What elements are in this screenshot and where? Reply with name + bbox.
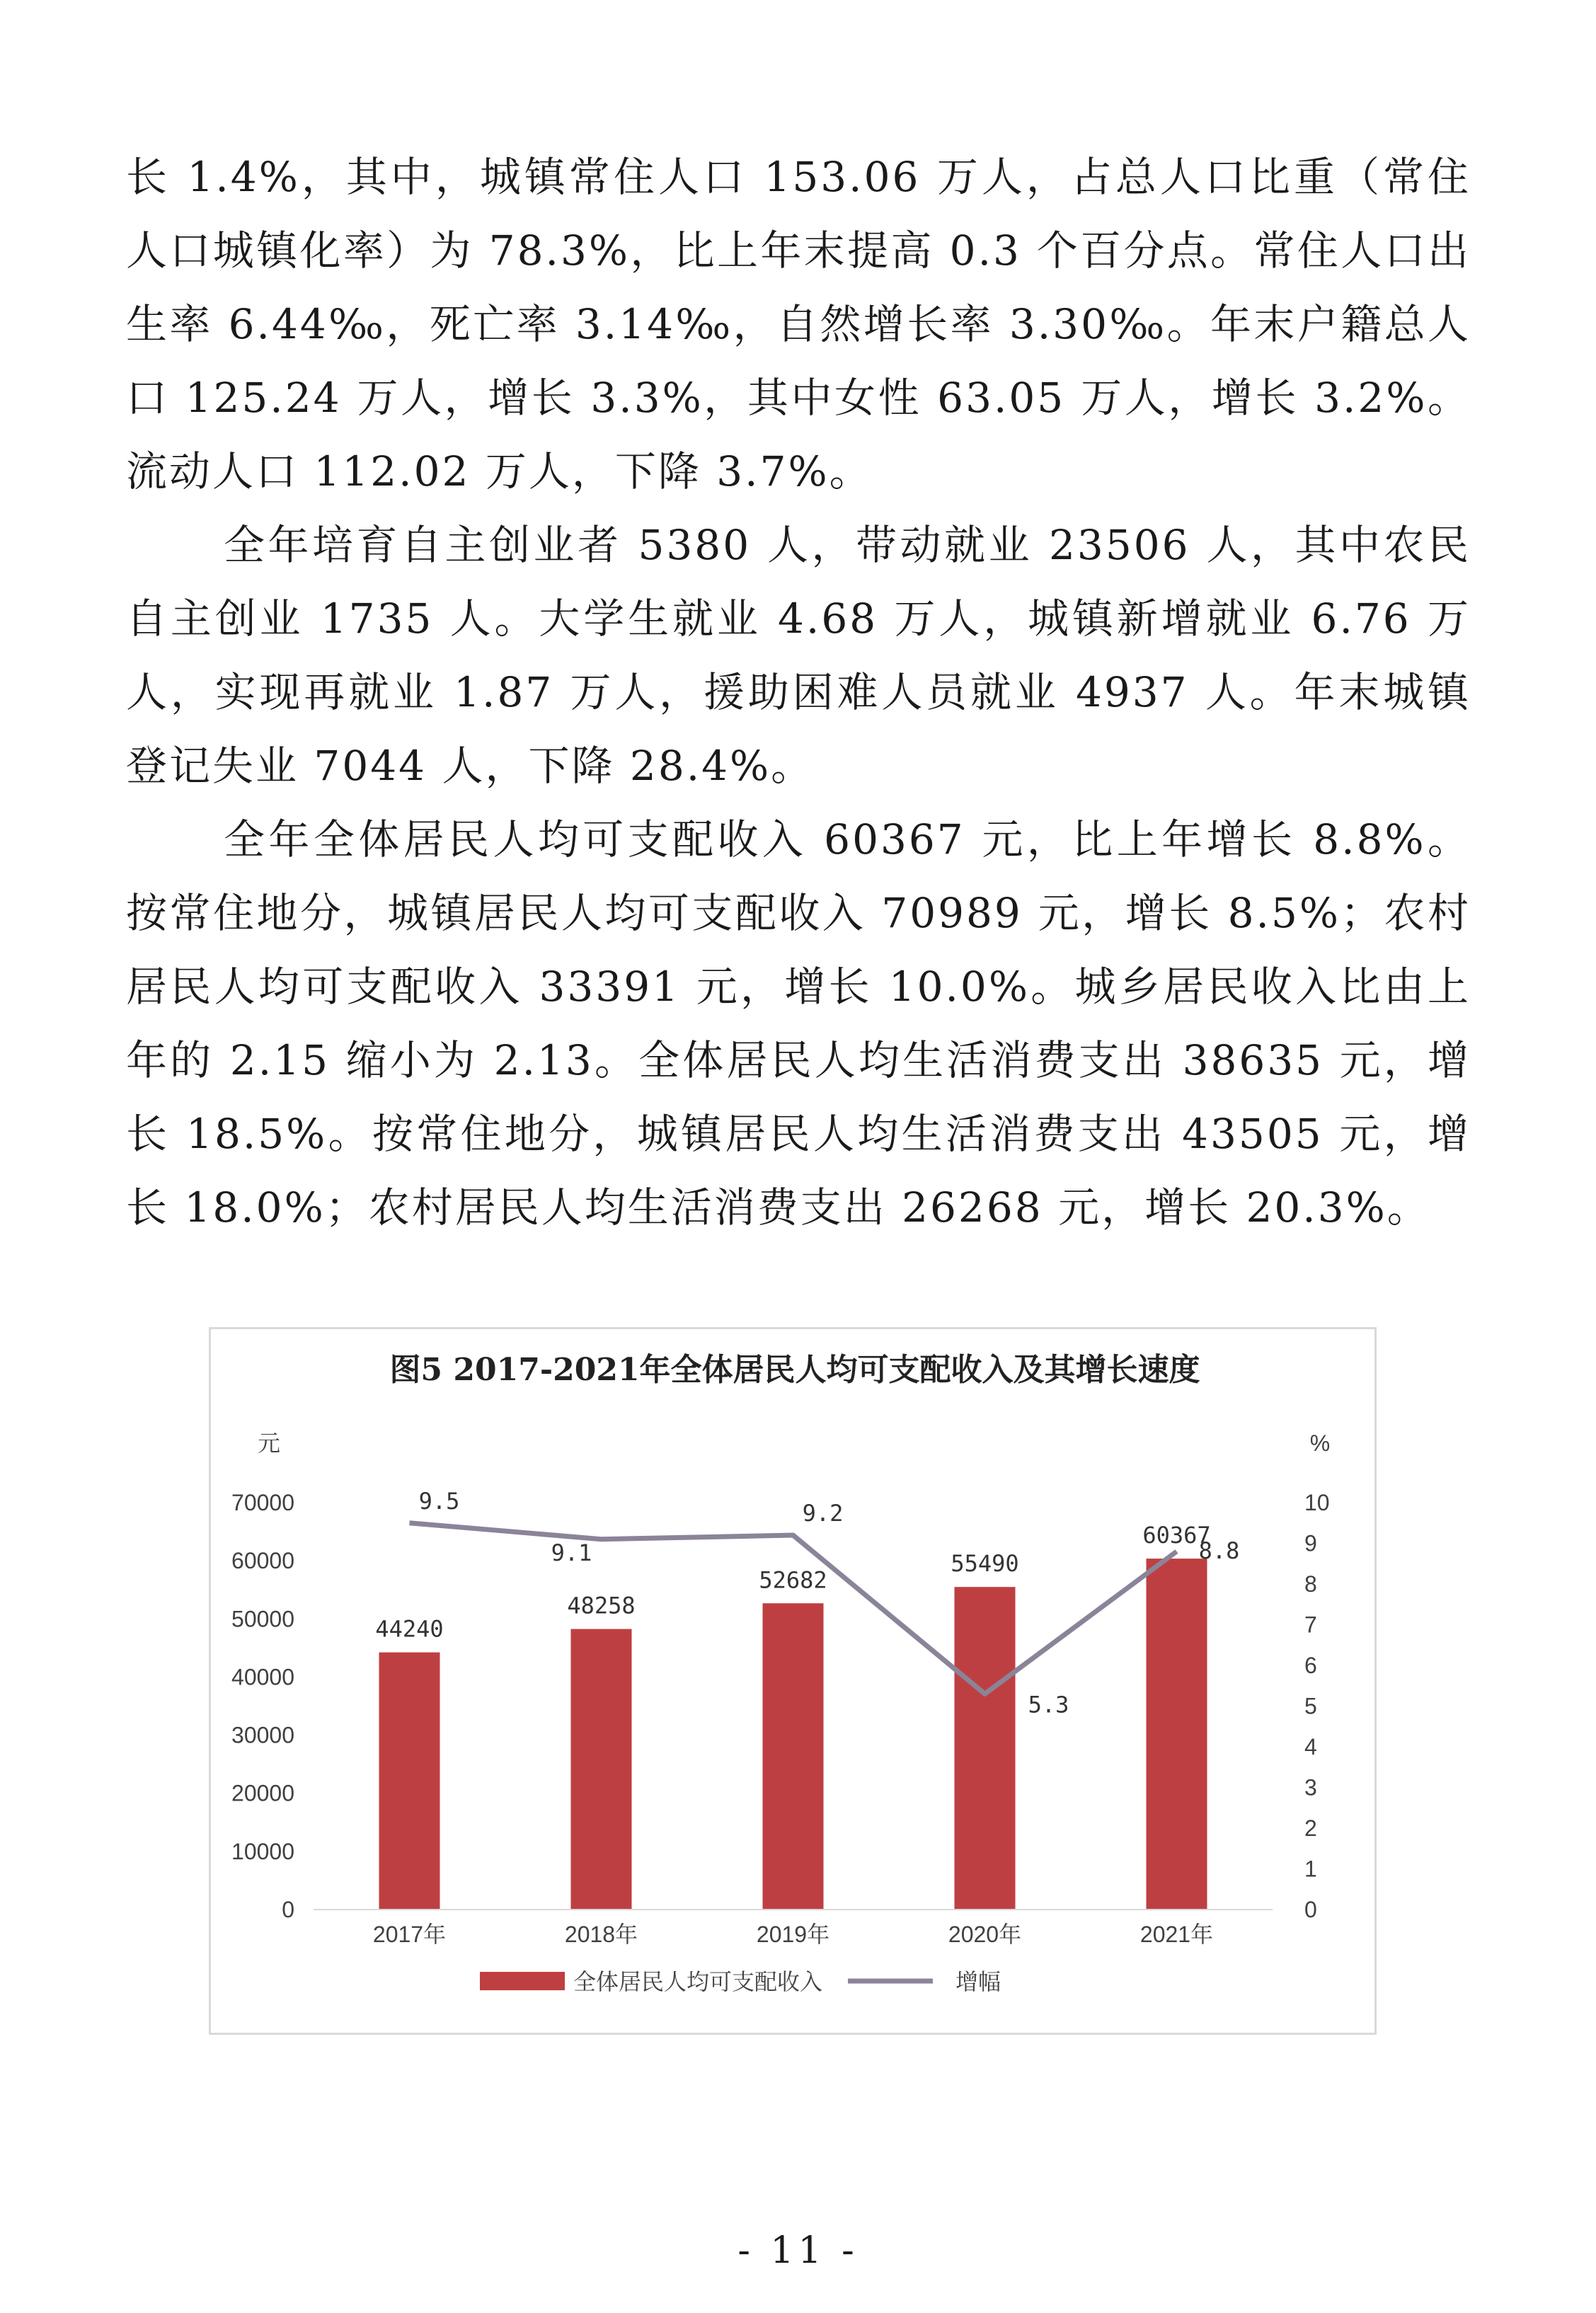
right-tick-label: 7	[1304, 1612, 1317, 1638]
legend-bar-swatch	[480, 1972, 565, 1990]
right-tick-label: 8	[1304, 1571, 1317, 1597]
growth-value-label: 5.3	[1028, 1691, 1069, 1718]
income-chart	[209, 1327, 1377, 2035]
income-bar	[571, 1629, 632, 1910]
income-bar	[763, 1603, 824, 1910]
bar-value-label: 48258	[567, 1592, 636, 1619]
category-label: 2019年	[756, 1922, 830, 1947]
left-tick-label: 60000	[231, 1548, 294, 1574]
right-tick-label: 9	[1304, 1530, 1317, 1556]
right-tick-label: 1	[1304, 1856, 1317, 1882]
right-tick-label: 10	[1304, 1490, 1330, 1515]
category-label: 2017年	[372, 1922, 447, 1947]
paragraph-employment: 全年培育自主创业者 5380 人，带动就业 23506 人，其中农民自主创业 1735 人。大学生就业 4.68 万人，城镇新增就业 6.76 万人，实现再就业 1.87 万人，援助困难人员就业 4937 人。年末城镇登记失业 7044 人，下降 28.4%。	[126, 521, 1471, 790]
left-tick-label: 70000	[231, 1490, 294, 1515]
right-tick-label: 2	[1304, 1815, 1317, 1841]
right-tick-label: 3	[1304, 1774, 1317, 1801]
bar-value-label: 44240	[375, 1615, 444, 1643]
chart-title: 图5 2017-2021年全体居民人均可支配收入及其增长速度	[389, 1352, 1200, 1388]
left-axis-unit: 元	[257, 1430, 281, 1456]
chart-canvas	[211, 1329, 1379, 2037]
category-label: 2018年	[564, 1922, 638, 1947]
body-text	[126, 140, 1471, 1244]
bar-value-label: 55490	[951, 1550, 1019, 1578]
paragraph-population: 长 1.4%，其中，城镇常住人口 153.06 万人，占总人口比重（常住人口城镇化率）为 78.3%，比上年末提高 0.3 个百分点。常住人口出生率 6.44‰，死亡率 3.14‰，自然增长率 3.30‰。年末户籍总人口 125.24 万人，增长 3.3%，其中女性 63.05 万人，增长 3.2%。流动人口 112.02 万人，下降 3.7%。	[126, 153, 1471, 495]
left-tick-label: 10000	[231, 1838, 294, 1864]
left-tick-label: 0	[282, 1897, 294, 1922]
growth-value-label: 9.2	[802, 1500, 844, 1527]
left-tick-label: 30000	[231, 1722, 294, 1748]
left-tick-label: 40000	[231, 1664, 294, 1690]
right-axis-unit: %	[1309, 1430, 1331, 1456]
paragraph-income: 全年全体居民人均可支配收入 60367 元，比上年增长 8.8%。按常住地分，城镇居民人均可支配收入 70989 元，增长 8.5%；农村居民人均可支配收入 33391 元，增长 10.0%。城乡居民收入比由上年的 2.15 缩小为 2.13。全体居民人均生活消费支出 38635 元，增长 18.5%。按常住地分，城镇居民人均生活消费支出 43505 元，增长 18.0%；农村居民人均生活消费支出 26268 元，增长 20.3%。	[126, 815, 1471, 1232]
bar-value-label: 52682	[759, 1566, 827, 1594]
page-number: - 11 -	[737, 2229, 859, 2272]
category-label: 2020年	[948, 1922, 1022, 1947]
right-tick-label: 6	[1304, 1653, 1317, 1678]
right-tick-label: 0	[1304, 1897, 1317, 1922]
right-tick-label: 5	[1304, 1693, 1317, 1719]
income-bar	[379, 1653, 440, 1910]
right-tick-label: 4	[1304, 1734, 1317, 1760]
income-bar	[1147, 1559, 1207, 1910]
legend-bar-label: 全体居民人均可支配收入	[573, 1969, 823, 1995]
category-label: 2021年	[1139, 1922, 1214, 1947]
growth-value-label: 9.1	[551, 1539, 592, 1566]
left-tick-label: 50000	[231, 1606, 294, 1632]
income-bar	[955, 1587, 1016, 1910]
bar-value-label: 60367	[1142, 1522, 1211, 1549]
legend-line-label: 增幅	[955, 1969, 1001, 1995]
growth-value-label: 9.5	[418, 1487, 460, 1515]
growth-value-label: 8.8	[1198, 1537, 1240, 1564]
left-tick-label: 20000	[231, 1780, 294, 1806]
